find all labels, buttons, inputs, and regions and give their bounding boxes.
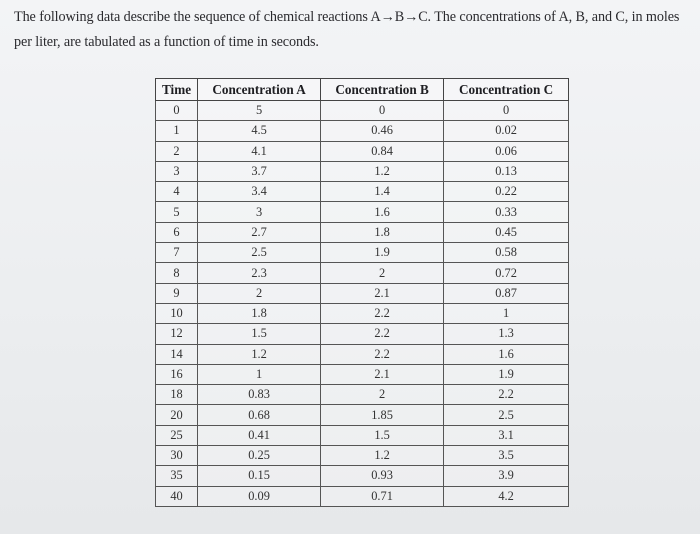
cell-concentration-b: 0.46 xyxy=(321,121,444,141)
cell-time: 10 xyxy=(156,303,198,323)
cell-concentration-b: 0.93 xyxy=(321,466,444,486)
cell-concentration-b: 1.4 xyxy=(321,182,444,202)
cell-time: 12 xyxy=(156,324,198,344)
table-row xyxy=(156,243,569,263)
table-row xyxy=(156,121,569,141)
table-row xyxy=(156,182,569,202)
cell-concentration-a: 3.4 xyxy=(198,182,321,202)
cell-time: 9 xyxy=(156,283,198,303)
cell-concentration-a: 0.25 xyxy=(198,446,321,466)
cell-concentration-c: 0.13 xyxy=(444,161,569,181)
cell-concentration-b: 2.1 xyxy=(321,364,444,384)
table-row xyxy=(156,202,569,222)
cell-concentration-c: 0.72 xyxy=(444,263,569,283)
table-row xyxy=(156,263,569,283)
cell-concentration-a: 1.2 xyxy=(198,344,321,364)
cell-concentration-c: 2.2 xyxy=(444,385,569,405)
cell-time: 8 xyxy=(156,263,198,283)
cell-concentration-c: 3.9 xyxy=(444,466,569,486)
cell-concentration-b: 2.1 xyxy=(321,283,444,303)
table-row xyxy=(156,222,569,242)
cell-time: 20 xyxy=(156,405,198,425)
header-concentration-c: Concentration C xyxy=(444,79,569,101)
cell-concentration-a: 3.7 xyxy=(198,161,321,181)
cell-time: 16 xyxy=(156,364,198,384)
cell-time: 7 xyxy=(156,243,198,263)
table-row xyxy=(156,141,569,161)
cell-concentration-b: 0.84 xyxy=(321,141,444,161)
cell-concentration-c: 4.2 xyxy=(444,486,569,506)
cell-concentration-c: 0.02 xyxy=(444,121,569,141)
cell-time: 6 xyxy=(156,222,198,242)
cell-concentration-c: 3.1 xyxy=(444,425,569,445)
cell-concentration-a: 4.1 xyxy=(198,141,321,161)
cell-concentration-a: 1.5 xyxy=(198,324,321,344)
table-row xyxy=(156,405,569,425)
header-time: Time xyxy=(156,79,198,101)
header-concentration-a: Concentration A xyxy=(198,79,321,101)
concentration-table xyxy=(155,78,569,507)
cell-concentration-a: 1 xyxy=(198,364,321,384)
cell-concentration-b: 1.85 xyxy=(321,405,444,425)
cell-concentration-c: 0.87 xyxy=(444,283,569,303)
header-concentration-b: Concentration B xyxy=(321,79,444,101)
cell-concentration-c: 1.9 xyxy=(444,364,569,384)
cell-concentration-c: 0.45 xyxy=(444,222,569,242)
table-row xyxy=(156,324,569,344)
cell-time: 3 xyxy=(156,161,198,181)
cell-concentration-b: 1.5 xyxy=(321,425,444,445)
table-header-row xyxy=(156,79,569,101)
table-row xyxy=(156,385,569,405)
table-row xyxy=(156,344,569,364)
cell-time: 40 xyxy=(156,486,198,506)
table-row xyxy=(156,101,569,121)
cell-concentration-b: 2.2 xyxy=(321,344,444,364)
cell-concentration-a: 1.8 xyxy=(198,303,321,323)
cell-time: 18 xyxy=(156,385,198,405)
cell-concentration-c: 0.58 xyxy=(444,243,569,263)
cell-concentration-b: 1.2 xyxy=(321,446,444,466)
cell-concentration-c: 2.5 xyxy=(444,405,569,425)
cell-concentration-b: 2 xyxy=(321,263,444,283)
cell-concentration-c: 1 xyxy=(444,303,569,323)
cell-concentration-c: 0 xyxy=(444,101,569,121)
cell-concentration-c: 1.6 xyxy=(444,344,569,364)
cell-concentration-b: 0.71 xyxy=(321,486,444,506)
cell-concentration-c: 1.3 xyxy=(444,324,569,344)
cell-time: 0 xyxy=(156,101,198,121)
cell-concentration-b: 2.2 xyxy=(321,303,444,323)
cell-concentration-c: 0.33 xyxy=(444,202,569,222)
cell-time: 30 xyxy=(156,446,198,466)
cell-concentration-a: 2.7 xyxy=(198,222,321,242)
cell-time: 2 xyxy=(156,141,198,161)
table-row xyxy=(156,303,569,323)
table-body xyxy=(156,101,569,507)
cell-time: 5 xyxy=(156,202,198,222)
table-row xyxy=(156,283,569,303)
cell-concentration-a: 5 xyxy=(198,101,321,121)
cell-concentration-a: 4.5 xyxy=(198,121,321,141)
cell-concentration-a: 2 xyxy=(198,283,321,303)
cell-time: 14 xyxy=(156,344,198,364)
table-row xyxy=(156,446,569,466)
cell-concentration-c: 3.5 xyxy=(444,446,569,466)
cell-concentration-a: 0.41 xyxy=(198,425,321,445)
cell-concentration-c: 0.06 xyxy=(444,141,569,161)
cell-concentration-b: 0 xyxy=(321,101,444,121)
table-row xyxy=(156,161,569,181)
cell-concentration-a: 3 xyxy=(198,202,321,222)
cell-concentration-a: 0.15 xyxy=(198,466,321,486)
cell-concentration-a: 0.68 xyxy=(198,405,321,425)
cell-time: 35 xyxy=(156,466,198,486)
problem-statement: The following data describe the sequence of chemical reactions A→B→C. The concentrations of A, B, and C, in moles per liter, are tabulated as a function of time in seconds. xyxy=(14,9,680,50)
cell-concentration-b: 2.2 xyxy=(321,324,444,344)
cell-concentration-b: 1.6 xyxy=(321,202,444,222)
cell-concentration-a: 0.83 xyxy=(198,385,321,405)
cell-time: 1 xyxy=(156,121,198,141)
cell-concentration-c: 0.22 xyxy=(444,182,569,202)
table-row xyxy=(156,486,569,506)
table-row xyxy=(156,364,569,384)
cell-concentration-a: 2.5 xyxy=(198,243,321,263)
cell-time: 4 xyxy=(156,182,198,202)
cell-concentration-b: 1.8 xyxy=(321,222,444,242)
concentration-table-container xyxy=(155,78,569,507)
table-row xyxy=(156,425,569,445)
cell-concentration-a: 2.3 xyxy=(198,263,321,283)
cell-time: 25 xyxy=(156,425,198,445)
cell-concentration-a: 0.09 xyxy=(198,486,321,506)
table-row xyxy=(156,466,569,486)
cell-concentration-b: 1.9 xyxy=(321,243,444,263)
cell-concentration-b: 1.2 xyxy=(321,161,444,181)
cell-concentration-b: 2 xyxy=(321,385,444,405)
